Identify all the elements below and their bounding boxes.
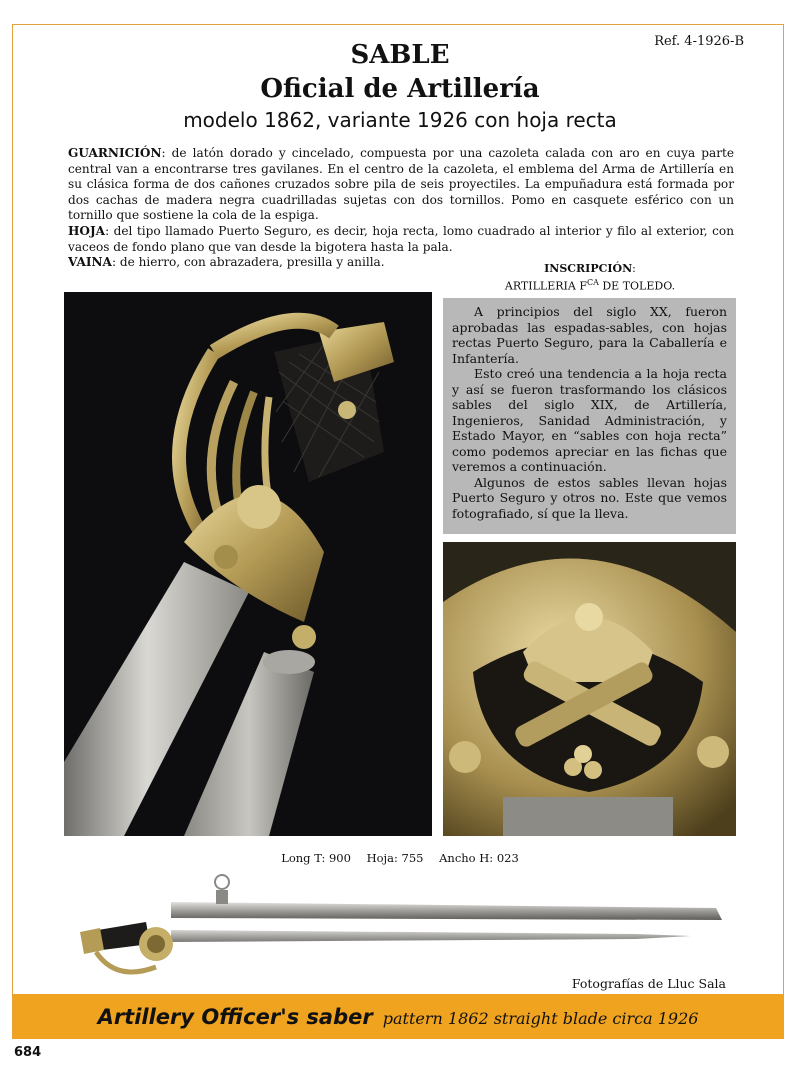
full-sword-photo xyxy=(76,872,726,980)
hoja-text: : del tipo llamado Puerto Seguro, es decir, hoja recta, lomo cuadrado al interior y filo al exterior, con vaceos de fondo plano que van desde la bigotera hasta la pala. xyxy=(68,223,734,254)
dimension-length: Long T: 900 xyxy=(281,851,351,865)
emblem-illustration xyxy=(443,542,736,836)
infobox-paragraph-2: Esto creó una tendencia a la hoja recta y así se fueron trasformando los clásicos sables del siglo XIX, de Artillería, Ingenieros, Sanidad Administración, y Estado Mayor, en “sables con hoja recta” como podemos apreciar en las fichas que veremos a continuación. xyxy=(452,366,727,474)
hoja-paragraph xyxy=(68,224,734,255)
title-model: modelo 1862, variante 1926 con hoja recta xyxy=(183,108,617,132)
reference-number: Ref. 4-1926-B xyxy=(654,34,744,49)
inscription xyxy=(442,262,738,294)
vaina-text: : de hierro, con abrazadera, presilla y anilla. xyxy=(111,255,385,270)
title-subtitle: Oficial de Artillería xyxy=(260,74,540,104)
infobox-paragraph-1: A principios del siglo XX, fueron aprobadas las espadas-sables, con hojas rectas Puerto Seguro, para la Caballería e Infantería. xyxy=(452,304,727,366)
dimension-width: Ancho H: 023 xyxy=(439,851,519,865)
guarnicion-text: : de latón dorado y cincelado, compuesta por una cazoleta calada con aro en cuya parte central van a encontrarse tres gavilanes. En el centro de la cazoleta, el emblema del Arma de Artillería en su clásica forma de dos cañones cruzados sobre pila de seis proyectiles. La empuñadura está formada por dos cachas de madera negra cuadrilladas sujetas con dos tornillos. Pomo en casquete esférico con un tornillo que sostiene la cola de la espiga. xyxy=(68,146,734,223)
inscription-text-sup: CA xyxy=(586,278,599,287)
hoja-label: HOJA xyxy=(68,223,106,238)
dimensions xyxy=(0,851,800,865)
photo-credit: Fotografías de Lluc Sala xyxy=(571,976,726,991)
inscription-label: INSCRIPCIÓN xyxy=(544,262,633,275)
english-title-banner xyxy=(13,994,783,1039)
page-number: 684 xyxy=(14,1045,42,1060)
full-sword-illustration xyxy=(76,872,726,980)
inscription-text-b: DE TOLEDO. xyxy=(598,279,676,293)
english-subtitle: pattern 1862 straight blade circa 1926 xyxy=(382,1009,699,1028)
inscription-label-colon: : xyxy=(632,262,636,275)
guarnicion-label: GUARNICIÓN xyxy=(68,146,162,160)
hilt-illustration xyxy=(64,292,432,836)
emblem-detail-photo xyxy=(443,542,736,836)
description-text xyxy=(68,146,734,271)
vaina-label: VAINA xyxy=(68,255,112,270)
inscription-text-a: ARTILLERIA F xyxy=(504,279,587,293)
dimension-blade: Hoja: 755 xyxy=(366,851,424,865)
history-infobox xyxy=(443,298,736,534)
english-title: Artillery Officer's saber xyxy=(97,1005,373,1029)
infobox-paragraph-3: Algunos de estos sables llevan hojas Puerto Seguro y otros no. Este que vemos fotografiado, sí que la lleva. xyxy=(452,474,727,521)
hilt-photo xyxy=(64,292,432,836)
guarnicion-paragraph xyxy=(68,146,734,224)
title-main: SABLE xyxy=(350,40,450,70)
inscription-text xyxy=(442,276,738,294)
